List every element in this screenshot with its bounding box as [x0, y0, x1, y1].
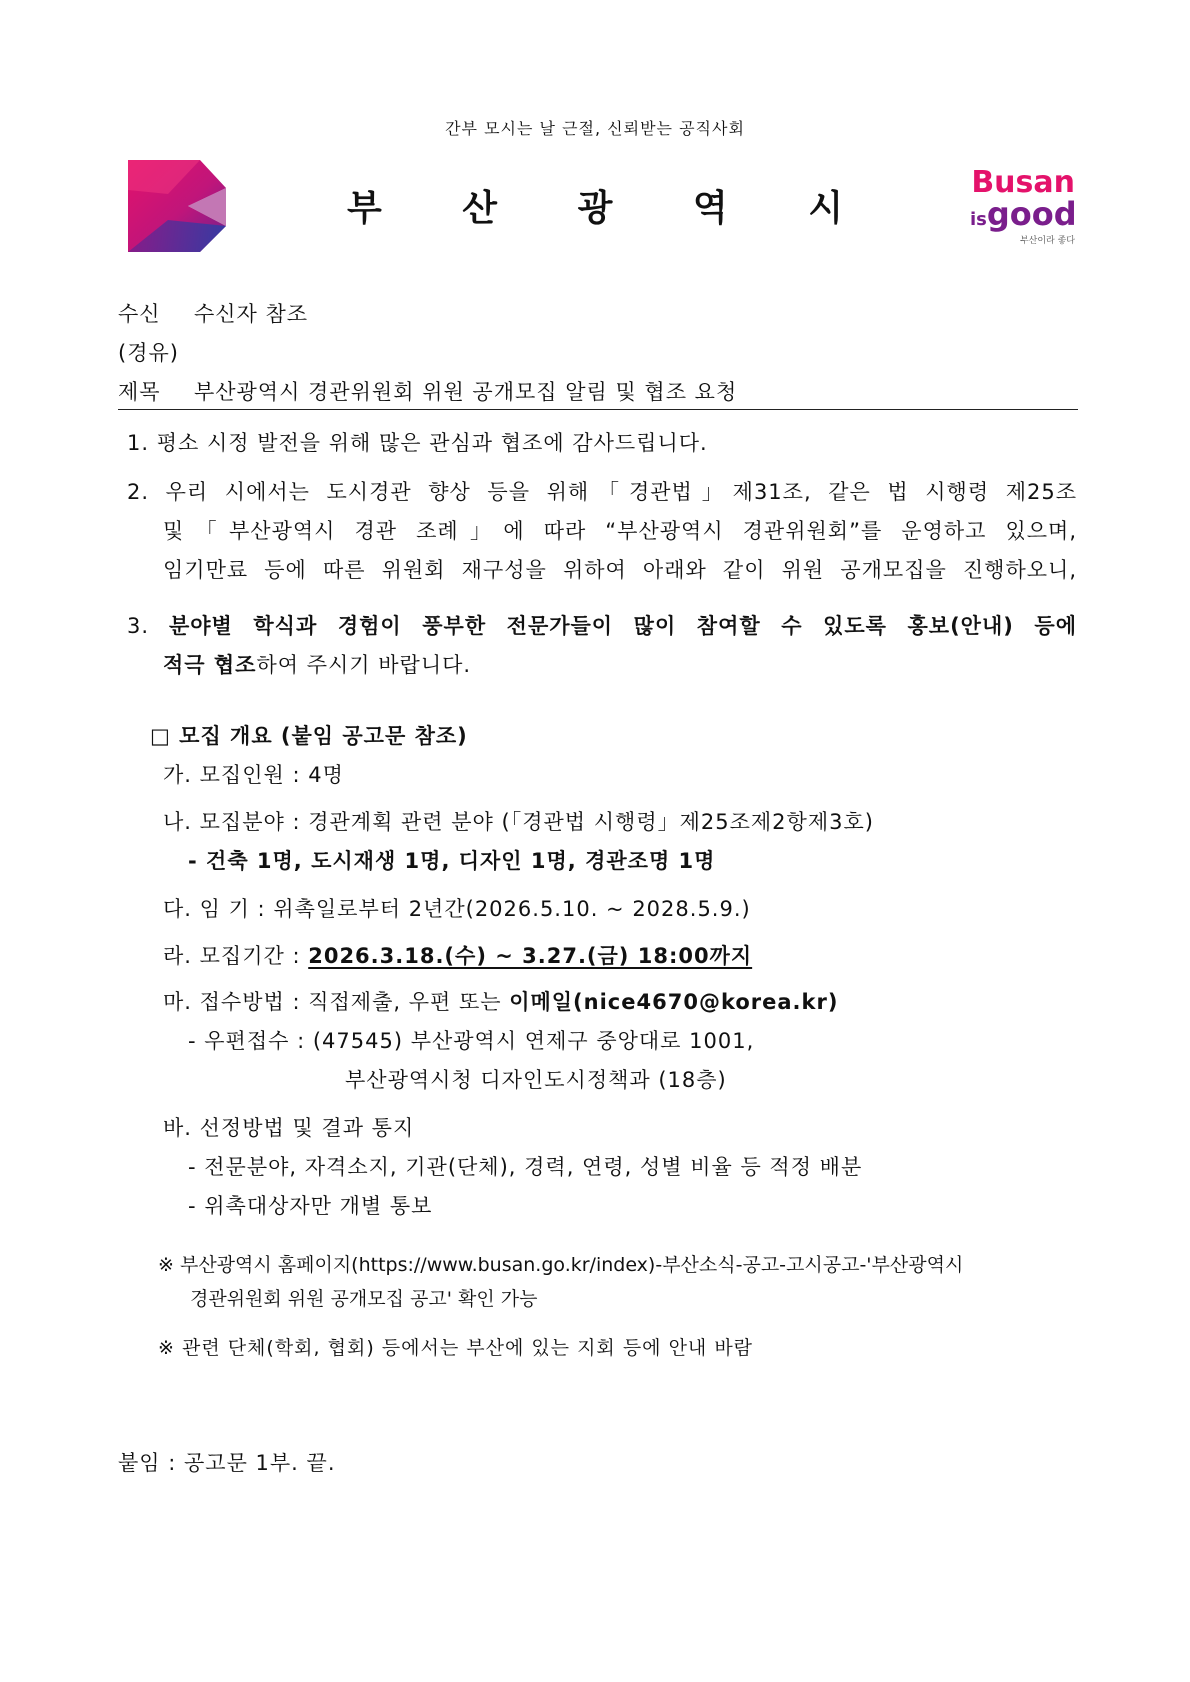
note-homepage-line-2: 경관위원회 위원 공개모집 공고' 확인 가능 — [190, 1288, 538, 1310]
paragraph-3-rest: 하여 주시기 바랍니다. — [256, 653, 472, 677]
recipient-value: 수신자 참조 — [193, 302, 309, 326]
overview-heading: □ 모집 개요 (붙임 공고문 참조) — [150, 724, 468, 748]
subject-label: 제목 — [118, 380, 161, 404]
paragraph-1: 1. 평소 시정 발전을 위해 많은 관심과 협조에 감사드립니다. — [127, 431, 708, 455]
overview-item-ga: 가. 모집인원 : 4명 — [163, 763, 344, 787]
paragraph-3-line-2 — [163, 649, 471, 679]
paragraph-2-line-3: 임기만료 등에 따른 위원회 재구성을 위하여 아래와 같이 위원 공개모집을 진행하오니, — [163, 558, 1077, 582]
attachment-line: 붙임 : 공고문 1부. 끝. — [118, 1451, 336, 1475]
postal-address-line-2: 부산광역시청 디자인도시정책과 (18층) — [345, 1068, 727, 1092]
brand-is-text: is — [970, 209, 987, 230]
postal-address-line-1: - 우편접수 : (47545) 부산광역시 연제구 중앙대로 1001, — [188, 1029, 755, 1053]
recipient-row — [118, 298, 308, 328]
brand-tagline: 부산이라 좋다 — [1019, 236, 1075, 246]
note-homepage-line-1: ※ 부산광역시 홈페이지(https://www.busan.go.kr/index)-부산소식-공고-고시공고-'부산광역시 — [158, 1254, 964, 1276]
selection-criteria: - 전문분야, 자격소지, 기관(단체), 경력, 연령, 성별 비율 등 적정 배분 — [188, 1155, 863, 1179]
recruit-period-label: 라. 모집기간 : — [163, 944, 309, 968]
note-associations: ※ 관련 단체(학회, 협회) 등에서는 부산에 있는 지회 등에 안내 바람 — [158, 1337, 754, 1359]
recruit-period-value: 2026.3.18.(수) ~ 3.27.(금) 18:00까지 — [308, 944, 753, 968]
overview-item-ba: 바. 선정방법 및 결과 통지 — [163, 1116, 415, 1140]
paragraph-3-line-1 — [127, 610, 1077, 640]
recipient-label: 수신 — [118, 302, 161, 326]
paragraph-2-line-1: 2. 우리 시에서는 도시경관 향상 등을 위해「경관법」제31조, 같은 법 시행령 제25조 — [127, 480, 1077, 504]
notification-rule: - 위촉대상자만 개별 통보 — [188, 1194, 433, 1218]
paragraph-3-bold: 분야별 학식과 경험이 풍부한 전문가들이 많이 참여할 수 있도록 홍보(안내) 등에 — [168, 614, 1077, 638]
overview-item-da: 다. 임 기 : 위촉일로부터 2년간(2026.5.10. ~ 2028.5.9.) — [163, 897, 751, 921]
subject-value: 부산광역시 경관위원회 위원 공개모집 알림 및 협조 요청 — [193, 380, 738, 404]
brand-good-text: good — [986, 195, 1077, 233]
organization-title: 부 산 광 역 시 — [346, 188, 877, 229]
via-row: (경유) — [118, 341, 179, 365]
overview-item-ma — [163, 986, 838, 1016]
paragraph-2-line-2: 및「부산광역시 경관 조례」에 따라 “부산광역시 경관위원회”를 운영하고 있으며, — [163, 519, 1077, 543]
paragraph-3-number: 3. — [127, 614, 169, 638]
overview-item-na-sub: - 건축 1명, 도시재생 1명, 디자인 1명, 경관조명 1명 — [188, 849, 716, 873]
overview-item-na: 나. 모집분야 : 경관계획 관련 분야 (「경관법 시행령」제25조제2항제3호) — [163, 810, 874, 834]
paragraph-3-bold-2: 적극 협조 — [163, 653, 257, 677]
header-divider — [118, 409, 1078, 410]
slogan: 간부 모시는 날 근절, 신뢰받는 공직사회 — [445, 119, 745, 138]
overview-item-ra — [163, 940, 752, 970]
brand-busan-text: Busan — [971, 165, 1075, 200]
submission-method-label: 마. 접수방법 : 직접제출, 우편 또는 — [163, 990, 510, 1014]
busan-is-good-logo — [970, 167, 1075, 245]
subject-row — [118, 376, 737, 406]
submission-email: 이메일(nice4670@korea.kr) — [509, 990, 839, 1014]
